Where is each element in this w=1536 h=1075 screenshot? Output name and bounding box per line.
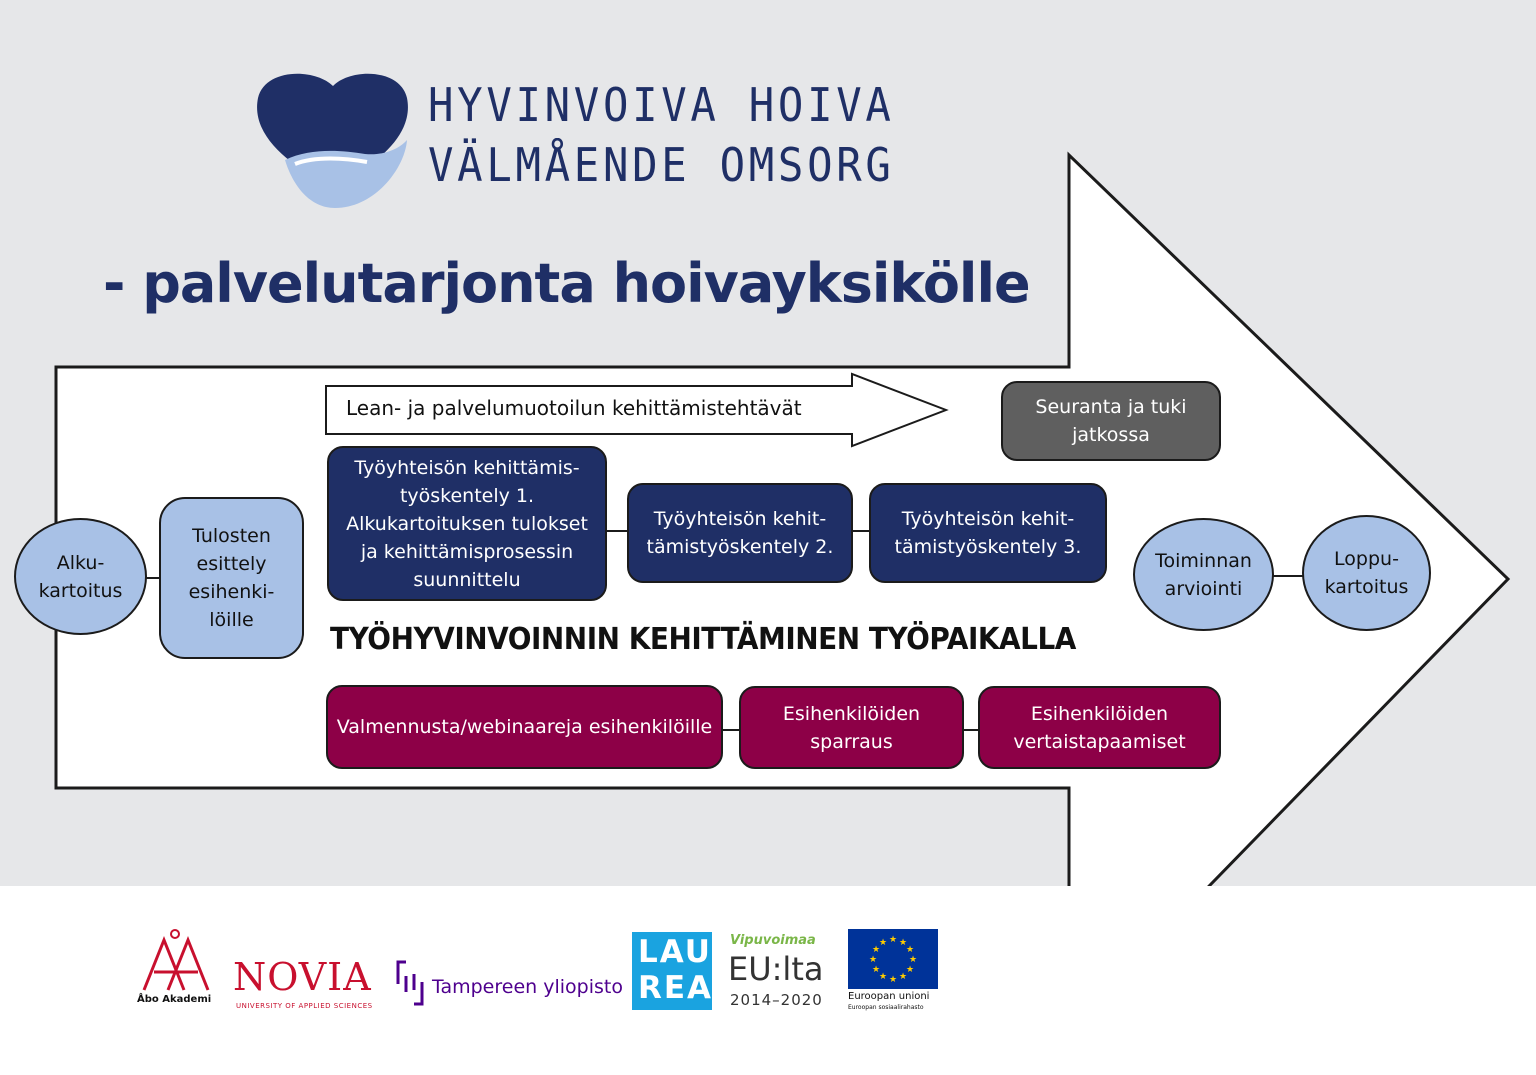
workshop-1-step: Työyhteisön kehittämis-työskentely 1. Alkukartoituksen tulokset ja kehittämisprosessin suunnittelu [327, 446, 607, 601]
follow-up-box: Seuranta ja tuki jatkossa [1001, 381, 1221, 461]
main-heading: TYÖHYVINVOINNIN KEHITTÄMINEN TYÖPAIKALLA [330, 622, 1076, 657]
svg-text:★: ★ [888, 975, 898, 985]
svg-text:★: ★ [905, 945, 915, 955]
abo-akademi-logo-icon [140, 928, 212, 992]
logo-title-finnish: HYVINVOIVA HOIVA [428, 78, 895, 132]
final-survey-step: Loppu-kartoitus [1302, 515, 1431, 631]
novia-logo: NOVIA [233, 955, 372, 999]
eu-label: Euroopan unioni [848, 991, 930, 1002]
lean-arrow-label: Lean- ja palvelumuotoilun kehittämistehtävät [346, 396, 802, 420]
svg-text:★: ★ [871, 945, 881, 955]
svg-text:★: ★ [871, 965, 881, 975]
svg-text:★: ★ [898, 972, 908, 982]
peer-meetings-step: Esihenkilöiden vertaistapaamiset [978, 686, 1221, 769]
svg-text:★: ★ [868, 955, 878, 965]
initial-survey-step: Alku-kartoitus [14, 518, 147, 635]
eu-lta-label: EU:lta [728, 950, 824, 988]
page-subtitle: - palvelutarjonta hoivayksikölle [103, 252, 1030, 315]
results-presentation-step: Tulosten esittely esihenki-löille [159, 497, 304, 659]
connector [721, 729, 741, 731]
laurea-line-1: LAU [638, 934, 712, 970]
program-years-label: 2014–2020 [730, 991, 823, 1009]
logo-title-swedish: VÄLMÅENDE OMSORG [428, 138, 895, 192]
svg-text:★: ★ [898, 938, 908, 948]
tampere-logo-icon [392, 958, 428, 1008]
svg-text:★: ★ [905, 965, 915, 975]
vipuvoimaa-label: Vipuvoimaa [730, 933, 816, 948]
connector [1272, 575, 1304, 577]
abo-akademi-label: Åbo Akademi [137, 994, 212, 1005]
tampere-university-label: Tampereen yliopisto [432, 976, 623, 998]
eu-flag-icon [848, 929, 938, 989]
svg-text:★: ★ [908, 955, 918, 965]
coaching-webinars-step: Valmennusta/webinaareja esihenkilöille [326, 685, 723, 769]
evaluation-step: Toiminnan arviointi [1133, 518, 1274, 631]
novia-subtitle: UNIVERSITY OF APPLIED SCIENCES [236, 1002, 373, 1010]
svg-text:★: ★ [878, 972, 888, 982]
heart-hand-logo-icon [255, 68, 415, 208]
esf-label: Euroopan sosiaalirahasto [848, 1004, 924, 1011]
manager-sparring-step: Esihenkilöiden sparraus [739, 686, 964, 769]
svg-text:★: ★ [878, 938, 888, 948]
connector [851, 530, 871, 532]
workshop-2-step: Työyhteisön kehit-tämistyöskentely 2. [627, 483, 853, 583]
svg-text:★: ★ [888, 935, 898, 945]
workshop-3-step: Työyhteisön kehit-tämistyöskentely 3. [869, 483, 1107, 583]
laurea-line-2: REA [638, 970, 714, 1006]
laurea-logo [638, 934, 713, 1006]
